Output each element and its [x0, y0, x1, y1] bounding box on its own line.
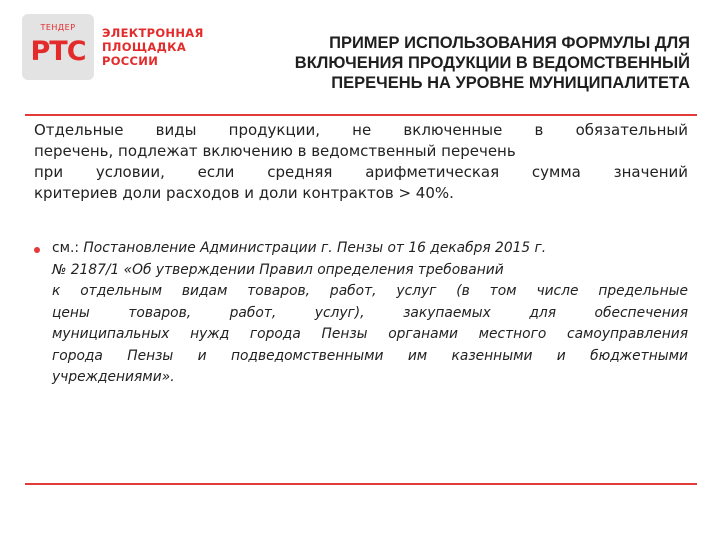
slide-title — [190, 33, 690, 93]
reference-line: цены товаров, работ, услуг), закупаемых для обеспечения — [52, 304, 688, 321]
reference-line-text: Постановление Администрации г. Пензы от 16 декабря 2015 г. — [79, 240, 547, 256]
paragraph-line: при условии, если средняя арифметическая сумма значений — [34, 163, 688, 181]
top-divider — [25, 114, 697, 116]
reference-line: № 2187/1 «Об утверждении Правил определения требований — [52, 261, 504, 278]
reference-line — [52, 238, 688, 260]
logo-rts-text: РТС — [30, 36, 86, 67]
logo-caption-line: РОССИИ — [102, 54, 159, 68]
logo-caption-line: ПЛОЩАДКА — [102, 40, 187, 54]
paragraph-line: Отдельные виды продукции, не включенные в обязательный — [34, 121, 688, 139]
slide-title-line: ПРИМЕР ИСПОЛЬЗОВАНИЯ ФОРМУЛЫ ДЛЯ — [329, 34, 690, 52]
slide-title-line: ПЕРЕЧЕНЬ НА УРОВНЕ МУНИЦИПАЛИТЕТА — [331, 74, 690, 92]
reference-prefix: см.: — [52, 240, 80, 256]
reference-text — [52, 238, 688, 389]
logo-badge — [22, 14, 94, 80]
logo-caption-line: ЭЛЕКТРОННАЯ — [102, 26, 204, 40]
logo-tender-text: ТЕНДЕР — [40, 23, 76, 32]
paragraph-line: критериев доли расходов и доли контрактов > 40%. — [34, 184, 454, 202]
slide-title-line: ВКЛЮЧЕНИЯ ПРОДУКЦИИ В ВЕДОМСТВЕННЫЙ — [294, 54, 690, 72]
bottom-divider — [25, 483, 697, 485]
main-paragraph — [34, 120, 688, 204]
bullet-dot-icon — [34, 247, 40, 253]
paragraph-line: перечень, подлежат включению в ведомственный перечень — [34, 142, 516, 160]
reference-line: учреждениями». — [52, 369, 175, 385]
reference-line: к отдельным видам товаров, работ, услуг (в том числе предельные — [52, 283, 688, 299]
reference-line: муниципальных нужд города Пензы органами местного самоуправления — [52, 326, 688, 342]
reference-line: города Пензы и подведомственными им казенными и бюджетными — [52, 347, 688, 364]
